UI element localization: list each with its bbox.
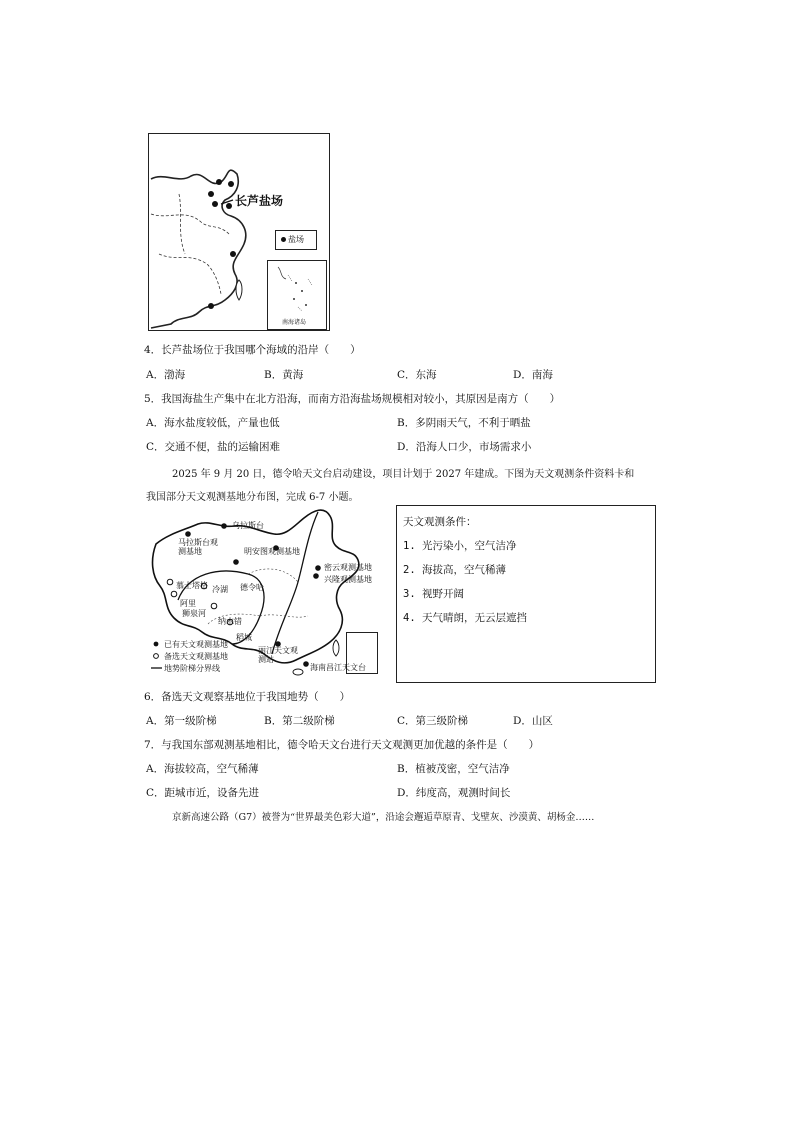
label-ali: 阿里 bbox=[180, 599, 196, 608]
candidate-base-dot bbox=[211, 603, 217, 609]
card-item-4: 4. 天气晴朗，无云层遮挡 bbox=[403, 612, 527, 624]
q6-option-c[interactable]: C．第三级阶梯 bbox=[397, 715, 469, 727]
legend-dot-icon bbox=[281, 237, 286, 242]
salt-field-dot bbox=[226, 203, 232, 209]
inset-svg bbox=[268, 261, 326, 319]
coastline bbox=[151, 170, 246, 328]
card-item-2: 2. 海拔高，空气稀薄 bbox=[403, 564, 506, 576]
salt-field-dot bbox=[208, 303, 214, 309]
label-daocheng: 稻城 bbox=[236, 633, 252, 642]
question-6-stem: 6．备选天文观察基地位于我国地势（ ） bbox=[144, 691, 351, 703]
label-lenghu: 冷湖 bbox=[212, 585, 228, 594]
q4-option-d[interactable]: D．南海 bbox=[513, 369, 553, 381]
island-dot bbox=[295, 282, 297, 284]
south-sea-inset bbox=[267, 260, 327, 330]
label-miyun: 密云观测基地 bbox=[324, 563, 372, 572]
legend-existing-icon bbox=[154, 642, 159, 647]
label-shiquanhe: 狮泉河 bbox=[182, 609, 206, 618]
taiwan-island bbox=[236, 280, 242, 300]
island-dot bbox=[293, 298, 295, 300]
inset-coast bbox=[278, 267, 286, 279]
label-malasitai: 马拉斯台观测基地 bbox=[178, 538, 218, 556]
q4-option-c[interactable]: C．东海 bbox=[397, 369, 437, 381]
island-dot bbox=[305, 304, 307, 306]
salt-field-dot bbox=[228, 181, 234, 187]
salt-field-dot bbox=[212, 201, 218, 207]
label-namco: 纳木错 bbox=[218, 617, 242, 626]
g7-intro-text: 京新高速公路（G7）被誉为“世界最美色彩大道”，沿途会邂逅草原青、戈壁灰、沙漠黄、胡杨金…… bbox=[172, 812, 595, 823]
changlu-label: 长芦盐场 bbox=[235, 194, 284, 208]
label-muztagh: 慕士塔格 bbox=[176, 581, 208, 590]
label-lijiang: 丽江天文观测站 bbox=[258, 646, 298, 664]
existing-base-dot bbox=[313, 573, 319, 579]
salt-field-dot bbox=[230, 251, 236, 257]
existing-base-dot bbox=[221, 523, 227, 529]
q5-option-c[interactable]: C．交通不便，盐的运输困难 bbox=[146, 441, 281, 453]
legend-salt-label: 盐场 bbox=[288, 235, 304, 244]
q6-option-d[interactable]: D．山区 bbox=[513, 715, 553, 727]
label-delingha: 德令哈 bbox=[240, 583, 264, 592]
legend-boundary-label: 地势阶梯分界线 bbox=[164, 664, 220, 673]
q7-option-a[interactable]: A．海拔较高，空气稀薄 bbox=[146, 763, 259, 775]
q6-option-a[interactable]: A．第一级阶梯 bbox=[146, 715, 217, 727]
label-xinglong: 兴隆观测基地 bbox=[324, 575, 372, 584]
q5-option-b[interactable]: B．多阴雨天气，不利于晒盐 bbox=[397, 417, 531, 429]
legend-candidate-icon bbox=[154, 654, 159, 659]
border-line bbox=[179, 194, 185, 254]
observatory-map bbox=[148, 504, 380, 680]
existing-base-dot bbox=[303, 661, 309, 667]
salt-field-map bbox=[148, 133, 330, 331]
salt-field-dot bbox=[216, 179, 222, 185]
existing-base-dot bbox=[315, 565, 321, 571]
candidate-base-dot bbox=[167, 579, 173, 585]
label-wulasitai: 乌拉斯台 bbox=[232, 521, 264, 530]
q7-option-b[interactable]: B．植被茂密，空气洁净 bbox=[397, 763, 510, 775]
question-4-stem: 4．长芦盐场位于我国哪个海域的沿岸（ ） bbox=[144, 344, 361, 356]
q7-option-c[interactable]: C．距城市近，设备先进 bbox=[146, 787, 260, 799]
q7-option-d[interactable]: D．纬度高，观测时间长 bbox=[397, 787, 511, 799]
border-line bbox=[151, 214, 229, 234]
q5-option-d[interactable]: D．沿海人口少，市场需求小 bbox=[397, 441, 532, 453]
q5-option-a[interactable]: A．海水盐度较低，产量也低 bbox=[146, 417, 280, 429]
question-5-stem: 5．我国海盐生产集中在北方沿海，而南方沿海盐场规模相对较小，其原因是南方（ ） bbox=[144, 393, 561, 405]
legend-existing-label: 已有天文观测基地 bbox=[164, 640, 228, 649]
intro-line-1: 2025 年 9 月 20 日，德令哈天文台启动建设，项目计划于 2027 年建成。下图为天文观测条件资料卡和 bbox=[172, 469, 635, 480]
observation-conditions-card bbox=[396, 505, 656, 683]
card-item-3: 3. 视野开阔 bbox=[403, 588, 464, 600]
intro-line-2: 我国部分天文观测基地分布图，完成 6-7 小题。 bbox=[146, 492, 359, 503]
salt-field-dot bbox=[208, 191, 214, 197]
label-hainan: 海南昌江天文台 bbox=[310, 663, 366, 672]
question-7-stem: 7．与我国东部观测基地相比，德令哈天文台进行天文观测更加优越的条件是（ ） bbox=[144, 739, 540, 751]
q4-option-a[interactable]: A．渤海 bbox=[146, 369, 186, 381]
card-title: 天文观测条件： bbox=[403, 516, 477, 528]
legend-candidate-label: 备选天文观测基地 bbox=[164, 652, 228, 661]
hainan-island bbox=[293, 669, 303, 675]
label-mingantu: 明安图观测基地 bbox=[244, 547, 300, 556]
existing-base-dot bbox=[185, 531, 191, 537]
inset-dash bbox=[288, 275, 312, 311]
q6-option-b[interactable]: B．第二级阶梯 bbox=[264, 715, 335, 727]
q4-option-b[interactable]: B．黄海 bbox=[264, 369, 304, 381]
taiwan-island bbox=[333, 640, 339, 656]
card-item-1: 1. 光污染小，空气洁净 bbox=[403, 540, 517, 552]
map1-legend bbox=[275, 230, 317, 250]
island-dot bbox=[301, 290, 303, 292]
existing-base-dot bbox=[233, 559, 239, 565]
border-line bbox=[159, 254, 221, 294]
candidate-base-dot bbox=[171, 591, 177, 597]
inset-label: 南海诸岛 bbox=[282, 319, 307, 326]
